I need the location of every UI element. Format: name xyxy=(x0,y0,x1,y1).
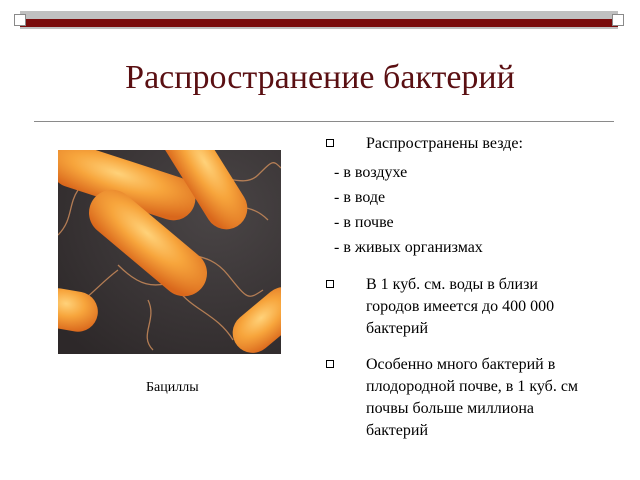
bullet-item xyxy=(322,354,622,442)
bullet-line: плодородной почве, в 1 куб. см xyxy=(366,378,579,395)
bullet-square-icon xyxy=(326,139,334,147)
sub-item: - в воде xyxy=(334,189,386,206)
bullet-item xyxy=(322,133,622,155)
bullet-line: Особенно много бактерий в xyxy=(366,356,556,373)
bullet-line: почвы больше миллиона xyxy=(366,400,535,417)
bacteria-photo xyxy=(58,150,281,354)
bullet-square-icon xyxy=(326,280,334,288)
header-square-right xyxy=(612,14,624,26)
bullet-text: Распространены везде: xyxy=(366,135,523,152)
photo-caption: Бациллы xyxy=(146,380,199,395)
bullet-square-icon xyxy=(326,360,334,368)
header-decorative-bar xyxy=(20,11,618,29)
title-divider xyxy=(34,121,614,122)
bullet-line: бактерий xyxy=(366,320,429,337)
bullet-line: бактерий xyxy=(366,422,429,439)
bullet-item xyxy=(322,274,622,340)
bullet-line: городов имеется до 400 000 xyxy=(366,298,555,315)
sub-item: - в почве xyxy=(334,214,394,231)
header-stripe xyxy=(20,19,618,27)
sub-item: - в воздухе xyxy=(334,164,408,181)
bullet-line: В 1 куб. см. воды в близи xyxy=(366,276,538,293)
sub-item: - в живых организмах xyxy=(334,239,483,256)
header-square-left xyxy=(14,14,26,26)
slide-title: Распространение бактерий xyxy=(125,59,515,96)
bullet-list xyxy=(322,133,622,442)
